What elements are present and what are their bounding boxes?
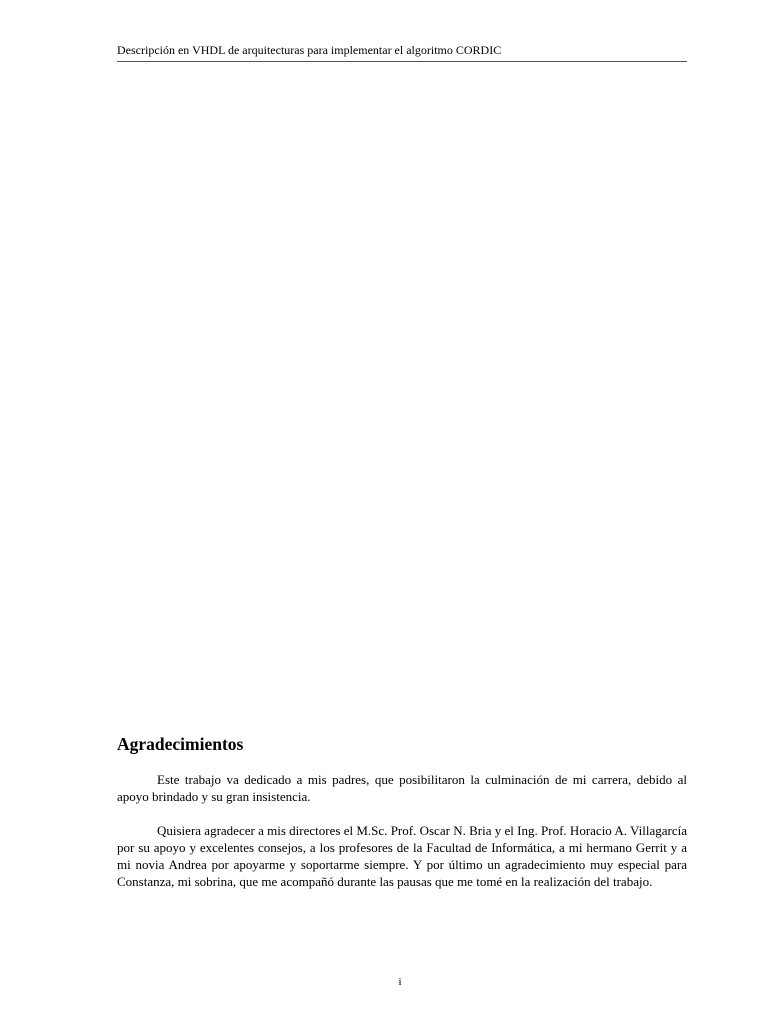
header-divider: [117, 61, 687, 62]
acknowledgements-paragraph-1: Este trabajo va dedicado a mis padres, que posibilitaron la culminación de mi carrera, debido al apoyo brindado y su gran insistencia.: [117, 772, 687, 804]
page-number: i: [398, 976, 402, 988]
running-header: Descripción en VHDL de arquitecturas para implementar el algoritmo CORDIC: [117, 43, 502, 57]
acknowledgements-paragraph-2: Quisiera agradecer a mis directores el M.Sc. Prof. Oscar N. Bria y el Ing. Prof. Horacio A. Villagarcía por su apoyo y excelentes consejos, a los profesores de la Facultad de Informática, a mi hermano Gerrit y a mi novia Andrea por apoyarme y soportarme siempre. Y por último un agradecimiento muy especial para Constanza, mi sobrina, que me acompañó durante las pausas que me tomé en la realización del trabajo.: [117, 823, 687, 889]
section-title: Agradecimientos: [117, 734, 244, 754]
acknowledgements-section: [117, 733, 687, 890]
